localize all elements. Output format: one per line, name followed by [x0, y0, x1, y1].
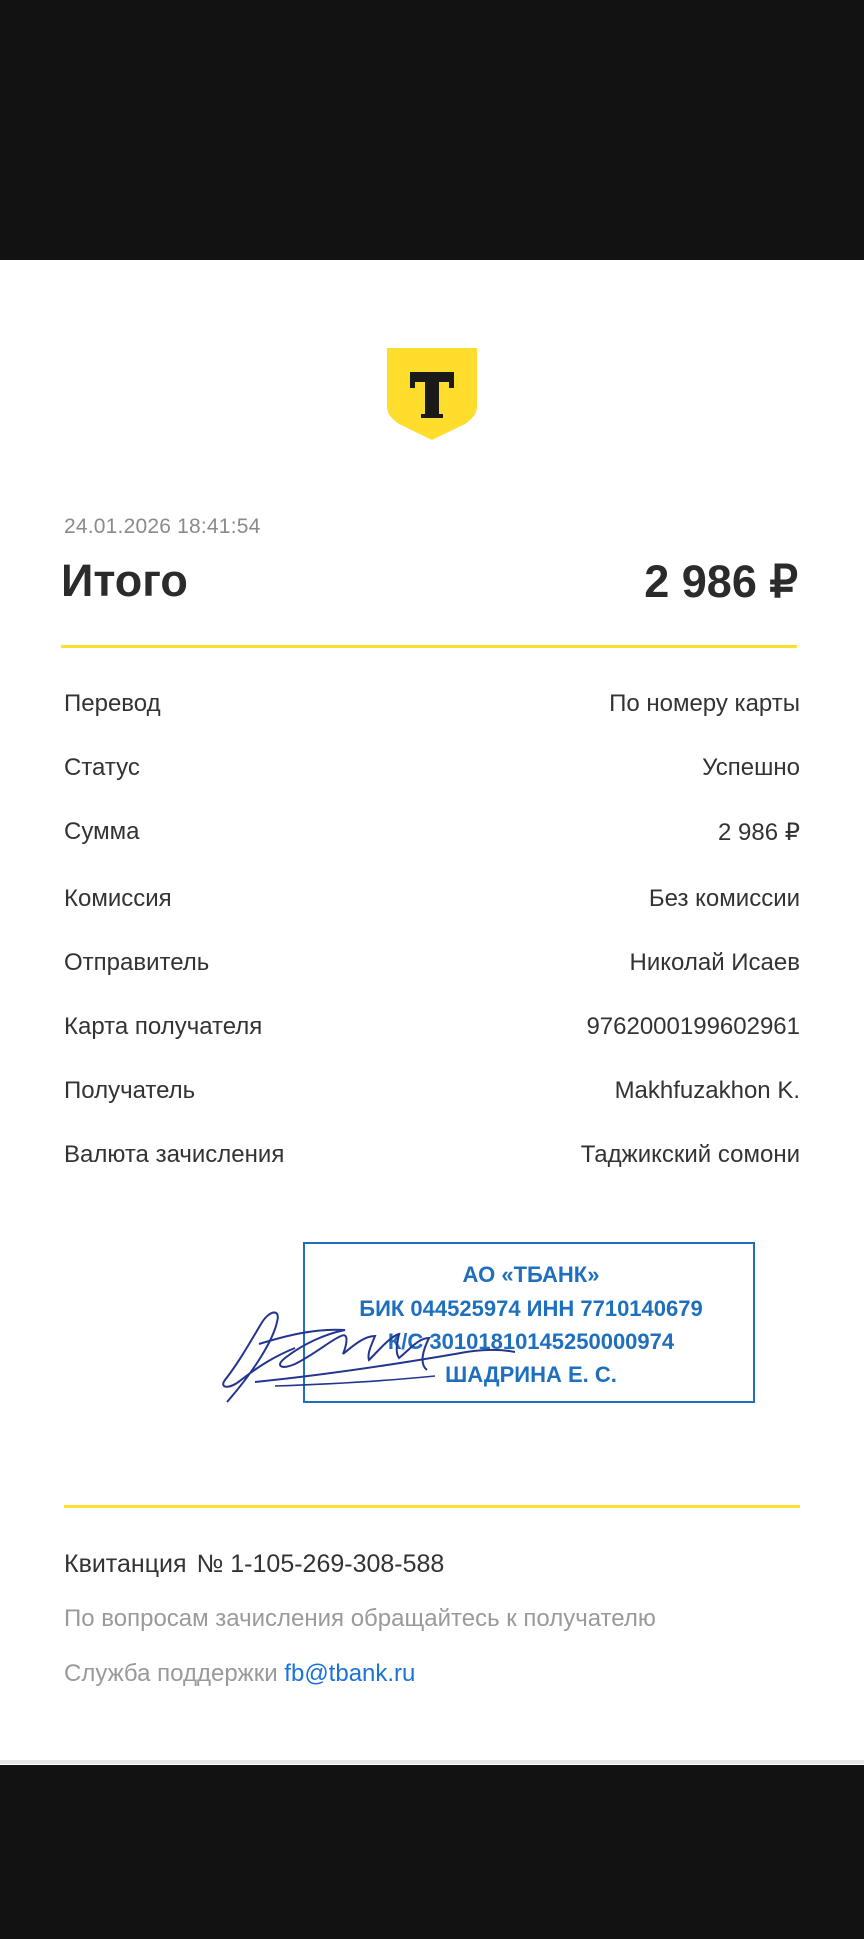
detail-label: Отправитель — [64, 949, 210, 976]
detail-label: Сумма — [64, 818, 140, 845]
stamp-bik-inn: БИК 044525974 ИНН 7710140679 — [359, 1296, 703, 1321]
detail-row-recipient-card — [64, 1013, 800, 1053]
detail-row-currency — [64, 1141, 800, 1181]
detail-label: Валюта зачисления — [64, 1141, 285, 1168]
receipt-number — [64, 1550, 454, 1579]
detail-row-recipient — [64, 1077, 800, 1117]
stamp-account: К/С 30101810145250000974 — [387, 1329, 675, 1354]
detail-value: По номеру карты — [609, 690, 800, 717]
signature-icon — [215, 1240, 515, 1410]
detail-value: Makhfuzakhon K. — [614, 1077, 800, 1104]
detail-row-amount — [64, 818, 800, 858]
support-line — [64, 1660, 415, 1688]
support-email-link[interactable]: fb@tbank.ru — [284, 1660, 416, 1687]
total-amount: 2 986 ₽ — [644, 556, 798, 607]
tbank-logo-icon — [387, 348, 477, 440]
receipt-card — [0, 260, 864, 1765]
receipt-number-value: № 1-105-269-308-588 — [196, 1550, 445, 1578]
total-label: Итого — [61, 555, 188, 606]
detail-value: 2 986 ₽ — [718, 819, 800, 846]
top-divider — [61, 645, 797, 648]
bottom-dark-bar — [0, 1765, 864, 1939]
detail-row-transfer — [64, 690, 800, 730]
top-dark-bar — [0, 0, 864, 260]
receipt-edge — [0, 1760, 864, 1764]
detail-label: Статус — [64, 754, 140, 781]
stamp-bank-name: АО «ТБАНК» — [462, 1262, 600, 1287]
detail-row-sender — [64, 949, 800, 989]
recipient-note: По вопросам зачисления обращайтесь к получателю — [64, 1605, 656, 1632]
detail-value: Успешно — [702, 754, 800, 781]
receipt-number-label: Квитанция — [64, 1550, 187, 1578]
stamp-signer: ШАДРИНА Е. С. — [445, 1362, 617, 1387]
detail-label: Перевод — [64, 690, 161, 717]
bottom-divider — [64, 1505, 800, 1508]
detail-value: Николай Исаев — [629, 949, 800, 976]
transaction-datetime: 24.01.2026 18:41:54 — [64, 515, 261, 538]
detail-value: Без комиссии — [648, 885, 800, 912]
detail-label: Комиссия — [64, 885, 172, 912]
bank-stamp — [215, 1240, 775, 1440]
detail-value: Таджикский сомони — [580, 1141, 800, 1168]
detail-label: Получатель — [64, 1077, 196, 1104]
support-label: Служба поддержки — [64, 1660, 278, 1687]
detail-row-commission — [64, 885, 800, 925]
detail-label: Карта получателя — [64, 1013, 263, 1040]
detail-value: 9762000199602961 — [586, 1013, 800, 1040]
detail-row-status — [64, 754, 800, 794]
